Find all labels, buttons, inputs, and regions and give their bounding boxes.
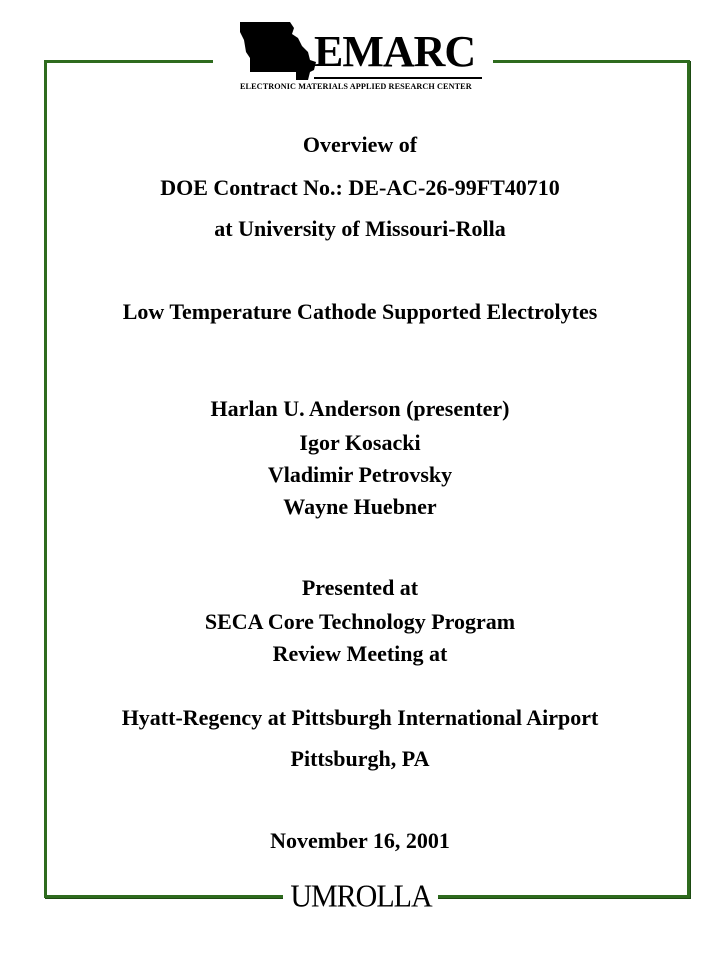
program-line: SECA Core Technology Program — [204, 609, 516, 634]
emarc-subtitle: ELECTRONIC MATERIALS APPLIED RESEARCH CENTER — [240, 82, 472, 91]
topic-line: Low Temperature Cathode Supported Electrolytes — [122, 299, 598, 324]
hotel-line: Hyatt-Regency at Pittsburgh International Airport — [121, 705, 599, 730]
author-3: Vladimir Petrovsky — [267, 462, 453, 487]
emarc-wordmark: EMARC — [314, 27, 476, 76]
umr-logo — [286, 880, 436, 916]
emarc-rule — [314, 77, 482, 79]
missouri-state-icon — [238, 18, 318, 82]
contract-line: DOE Contract No.: DE-AC-26-99FT40710 — [160, 175, 560, 200]
emarc-logo — [234, 16, 484, 100]
author-1: Harlan U. Anderson (presenter) — [210, 396, 510, 421]
umr-wordmark: UMROLLA — [290, 879, 432, 914]
overview-line: Overview of — [302, 132, 418, 157]
meeting-line: Review Meeting at — [272, 641, 448, 666]
author-4: Wayne Huebner — [283, 494, 437, 519]
author-2: Igor Kosacki — [299, 430, 421, 455]
university-line: at University of Missouri-Rolla — [214, 216, 506, 241]
city-line: Pittsburgh, PA — [290, 746, 430, 771]
presented-at-line: Presented at — [301, 575, 419, 600]
date-line: November 16, 2001 — [270, 828, 450, 853]
